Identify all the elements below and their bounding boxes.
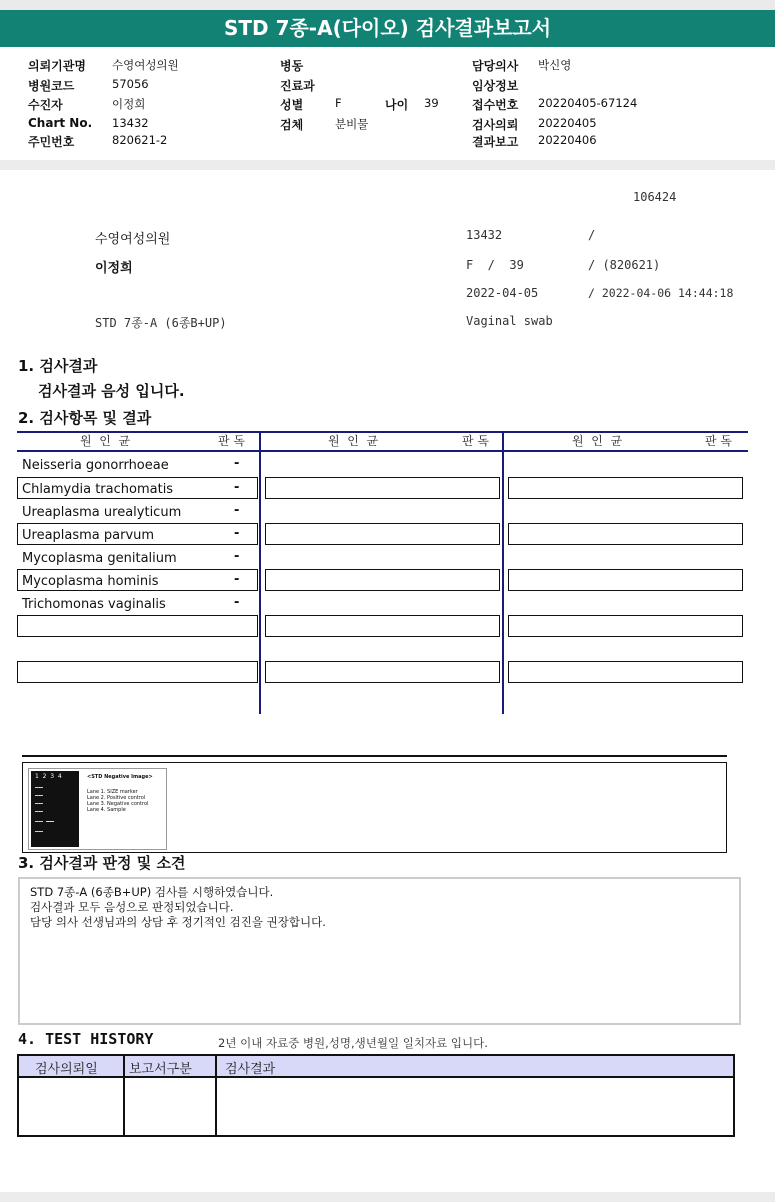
history-table [17,1054,735,1137]
ward-label: 병동 [280,59,304,73]
gel-lanes-image [31,771,79,847]
col-pathogen-1: 원 인 균 [80,434,131,448]
summary-patient: 이정희 [95,261,133,276]
department-label: 진료과 [280,79,315,93]
section1-title: 1. 검사결과 [18,357,98,375]
table-row-name: Neisseria gonorrhoeae [22,458,169,473]
table-row-result: - [234,549,240,564]
col-judgement-3: 판 독 [705,434,732,448]
request-date-value: 20220405 [538,116,597,130]
footer-separator [0,1192,775,1202]
institution-label: 의뢰기관명 [28,59,86,73]
table-row-result: - [234,480,240,495]
summary-chart-no: 13432 [466,228,503,242]
institution-value: 수영여성의원 [112,58,179,72]
table-row-name: Chlamydia trachomatis [22,482,174,497]
hospital-code-label: 병원코드 [28,79,75,93]
patient-value: 이정희 [112,97,146,111]
clinical-info-label: 임상정보 [472,79,519,93]
col-pathogen-3: 원 인 균 [572,434,623,448]
report-date-label: 결과보고 [472,135,519,149]
report-date-value: 20220406 [538,133,597,147]
patient-label: 수진자 [28,98,63,112]
gel-lane2: Lane 2. Positive control [87,795,146,801]
table-row-result: - [234,526,240,541]
gel-image [28,768,167,850]
gel-lane3: Lane 3. Negative control [87,801,149,807]
summary-birth: / (820621) [588,258,661,272]
gel-title: <STD Negative Image> [87,774,153,780]
receipt-no-value: 20220405-67124 [538,96,638,110]
col-pathogen-2: 원 인 균 [328,434,379,448]
table-row-name: Mycoplasma genitalium [22,551,177,566]
sex-value: F [335,96,342,110]
section4-note: 2년 이내 자료중 병원,성명,생년월일 일치자료 입니다. [218,1036,488,1050]
history-col-request-date: 검사의뢰일 [35,1062,98,1077]
table-row-name: Ureaplasma urealyticum [22,505,182,520]
report-number: 106424 [633,190,677,204]
age-label: 나이 [385,98,409,112]
age-value: 39 [424,96,439,110]
gel-lane1: Lane 1. SIZE marker [87,789,138,795]
summary-sex-age: F / 39 [466,258,524,272]
summary-slash: / [588,228,596,242]
id-no-label: 주민번호 [28,135,75,149]
table-row-name: Ureaplasma parvum [22,528,155,543]
table-row-result: - [234,572,240,587]
section3-title: 3. 검사결과 판정 및 소견 [18,854,186,872]
doctor-label: 담당의사 [472,59,519,73]
top-bar [0,0,775,10]
col-judgement-2: 판 독 [462,434,489,448]
request-date-label: 검사의뢰 [472,118,519,132]
col-judgement-1: 판 독 [218,434,245,448]
id-no-value: 820621-2 [112,133,168,147]
section2-title: 2. 검사항목 및 결과 [18,409,152,427]
history-table-header [19,1056,733,1078]
table-row-name: Mycoplasma hominis [22,574,159,589]
doctor-value: 박신영 [538,58,572,72]
summary-institution: 수영여성의원 [95,232,171,247]
history-col-report-type: 보고서구분 [129,1062,192,1077]
comment-line: 담당 의사 선생님과의 상담 후 정기적인 검진을 권장합니다. [30,915,326,929]
comment-line: STD 7종-A (6종B+UP) 검사를 시행하였습니다. [30,885,274,899]
specimen-label: 검체 [280,118,304,132]
section4-title: 4. TEST HISTORY [18,1030,154,1048]
comment-box [18,877,741,1025]
specimen-value: 분비물 [335,117,369,131]
report-title: STD 7종-A(다이오) 검사결과보고서 [0,10,775,47]
history-col-result: 검사결과 [225,1062,276,1077]
table-row-name: Trichomonas vaginalis [22,597,166,612]
table-row-result: - [234,456,240,471]
sex-label: 성별 [280,98,304,112]
summary-request-date: 2022-04-05 [466,286,539,300]
chart-no-label: Chart No. [28,116,93,130]
summary-report-datetime: / 2022-04-06 14:44:18 [588,286,734,300]
hospital-code-value: 57056 [112,77,149,91]
chart-no-value: 13432 [112,116,149,130]
header-separator [0,160,775,170]
summary-specimen: Vaginal swab [466,314,553,328]
table-row-result: - [234,595,240,610]
gel-lane-numbers: 1 2 3 4 [35,773,62,780]
section1-result: 검사결과 음성 입니다. [38,382,185,400]
summary-test-name: STD 7종-A (6종B+UP) [95,316,227,330]
receipt-no-label: 접수번호 [472,98,519,112]
table-row-result: - [234,503,240,518]
divider [22,755,727,757]
gel-lane4: Lane 4. Sample [87,807,126,813]
comment-line: 검사결과 모두 음성으로 판정되었습니다. [30,900,234,914]
